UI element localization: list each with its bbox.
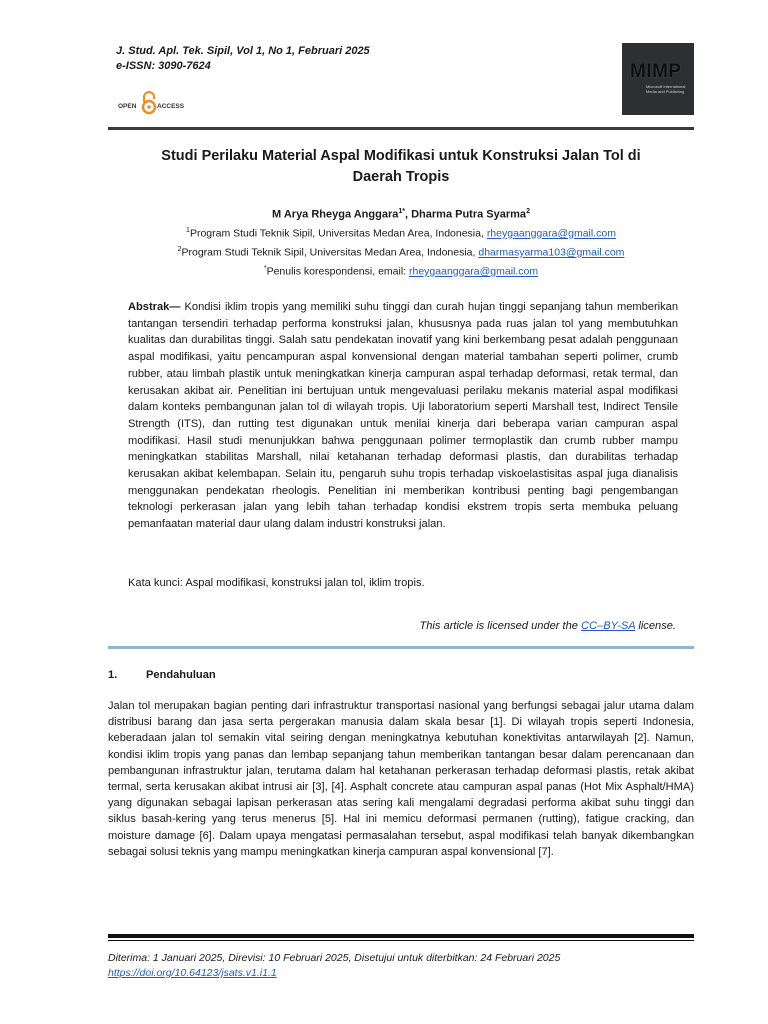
header-divider	[108, 127, 694, 130]
open-access-logo	[116, 90, 196, 116]
affiliation-text: Program Studi Teknik Sipil, Universitas Medan Area, Indonesia,	[189, 227, 487, 240]
author-separator: ,	[404, 208, 412, 221]
publication-dates: Diterima: 1 Januari 2025, Direvisi: 10 Februari 2025, Disetujui untuk diterbitkan: 24 Februari 2025	[108, 952, 561, 964]
footer-divider	[108, 934, 694, 938]
license-statement	[128, 620, 676, 632]
section-title: Pendahuluan	[146, 669, 216, 681]
journal-header	[116, 44, 370, 74]
abstract	[128, 299, 678, 533]
affiliation-mark: 2	[177, 246, 182, 253]
license-link[interactable]: CC–BY-SA	[581, 620, 636, 632]
open-access-lock-icon	[116, 90, 196, 116]
affiliation-line	[108, 242, 694, 261]
section-heading	[108, 669, 216, 681]
email-link[interactable]: rheygaanggara@gmail.com	[486, 227, 616, 240]
abstract-label: Abstrak—	[128, 301, 181, 313]
footer-divider-thin	[108, 940, 694, 941]
title-line-2: Daerah Tropis	[352, 169, 450, 185]
affiliation-text: Penulis korespondensi, email:	[266, 265, 409, 278]
affiliation-line	[108, 223, 694, 242]
section-number: 1.	[108, 669, 118, 681]
publisher-logo	[622, 43, 694, 115]
journal-citation: J. Stud. Apl. Tek. Sipil, Vol 1, No 1, Februari 2025	[116, 45, 370, 57]
email-link[interactable]: dharmasyarma103@gmail.com	[478, 246, 625, 259]
publisher-mark: MIMP	[630, 61, 682, 82]
author-2-affiliation-mark: 2	[526, 208, 530, 215]
author-2: Dharma Putra Syarma	[411, 208, 527, 221]
section-divider	[108, 646, 694, 649]
email-link[interactable]: rheygaanggara@gmail.com	[409, 265, 539, 278]
journal-issn: e-ISSN: 3090-7624	[116, 60, 211, 72]
affiliations	[108, 223, 694, 280]
affiliation-mark: *	[263, 265, 267, 272]
abstract-text: Kondisi iklim tropis yang memiliki suhu tinggi dan curah hujan tinggi sepanjang tahun memberikan tantangan tersendiri terhadap performa konstruksi jalan, khususnya pada ruas jalan tol yang membutuhkan kualitas dan durabilitas tinggi. Salah satu pendekatan inovatif yang kini berkembang pesat adalah penggunaan aspal modifikasi, yaitu pencampuran aspal konvensional dengan material tambahan seperti polimer, crumb rubber, atau limbah plastik untuk meningkatkan kinerja campuran aspal terhadap deformasi, retak termal, dan kerusakan akibat air. Penelitian ini bertujuan untuk mengevaluasi perilaku mekanis material aspal modifikasi dalam konteks pembangunan jalan tol di wilayah tropis. Uji laboratorium seperti Marshall test, Indirect Tensile Strength (ITS), dan rutting test digunakan untuk menilai kinerja dari beberapa varian campuran aspal modifikasi. Hasil studi menunjukkan bahwa penggunaan polimer termoplastik dan crumb rubber mampu meningkatkan stabilitas Marshall, nilai ketahanan terhadap deformasi plastis, dan durabilitas terhadap kerusakan akibat kelembapan. Selain itu, pengaruh suhu tropis terhadap viskoelastisitas aspal juga dianalisis menggunakan pendekatan rheologis. Penelitian ini memberikan kontribusi penting bagi pengembangan teknologi perkerasan jalan yang lebih tahan terhadap kondisi ekstrem tropis serta membuka peluang pemanfaatan material daur ulang dalam industri konstruksi jalan.	[128, 301, 678, 531]
title-line-1: Studi Perilaku Material Aspal Modifikasi untuk Konstruksi Jalan Tol di	[161, 148, 641, 164]
affiliation-text: Program Studi Teknik Sipil, Universitas Medan Area, Indonesia,	[181, 246, 479, 259]
author-1-affiliation-mark: 1*	[398, 208, 405, 215]
keywords: Kata kunci: Aspal modifikasi, konstruksi jalan tol, iklim tropis.	[128, 577, 425, 589]
section-body: Jalan tol merupakan bagian penting dari infrastruktur transportasi nasional yang berfungsi sebagai jalur utama dalam distribusi barang dan jasa serta pergerakan manusia dalam skala besar [1]. Di wilayah tropis seperti Indonesia, keberadaan jalan tol semakin vital seiring dengan meningkatnya kebutuhan konektivitas antarwilayah [2]. Namun, kondisi iklim tropis yang panas dan lembap sepanjang tahun memberikan tantangan besar dalam perencanaan dan pembangunan infrastruktur jalan, terutama dalam hal ketahanan perkerasan terhadap deformasi plastis, retak akibat termal, serta kerusakan akibat intrusi air [3], [4]. Asphalt concrete atau campuran aspal panas (Hot Mix Asphalt/HMA) yang digunakan sebagai lapisan perkerasan atas sering kali mengalami degradasi performa akibat suhu tinggi dan siklus basah-kering yang terus menerus [5]. Hal ini memicu deformasi permanen (rutting), fatigue cracking, dan moisture damage [6]. Dalam upaya mengatasi permasalahan tersebut, aspal modifikasi telah banyak dikembangkan sebagai solusi teknis yang mampu meningkatkan kinerja campuran aspal konvensional [7].	[108, 700, 694, 858]
oa-right-text: ACCESS	[157, 103, 185, 110]
license-text-after: license.	[635, 620, 676, 632]
license-text-before: This article is licensed under the	[419, 620, 582, 632]
publisher-subtitle: Microsoft International Media and Publishing	[646, 84, 686, 94]
affiliation-line	[108, 261, 694, 280]
oa-left-text: OPEN	[118, 103, 137, 110]
affiliation-mark: 1	[186, 227, 190, 234]
doi-link[interactable]: https://doi.org/10.64123/jsats.v1.i1.1	[108, 967, 277, 979]
author-1: M Arya Rheyga Anggara	[272, 208, 399, 221]
paper-title	[108, 146, 694, 188]
author-list	[108, 208, 694, 221]
